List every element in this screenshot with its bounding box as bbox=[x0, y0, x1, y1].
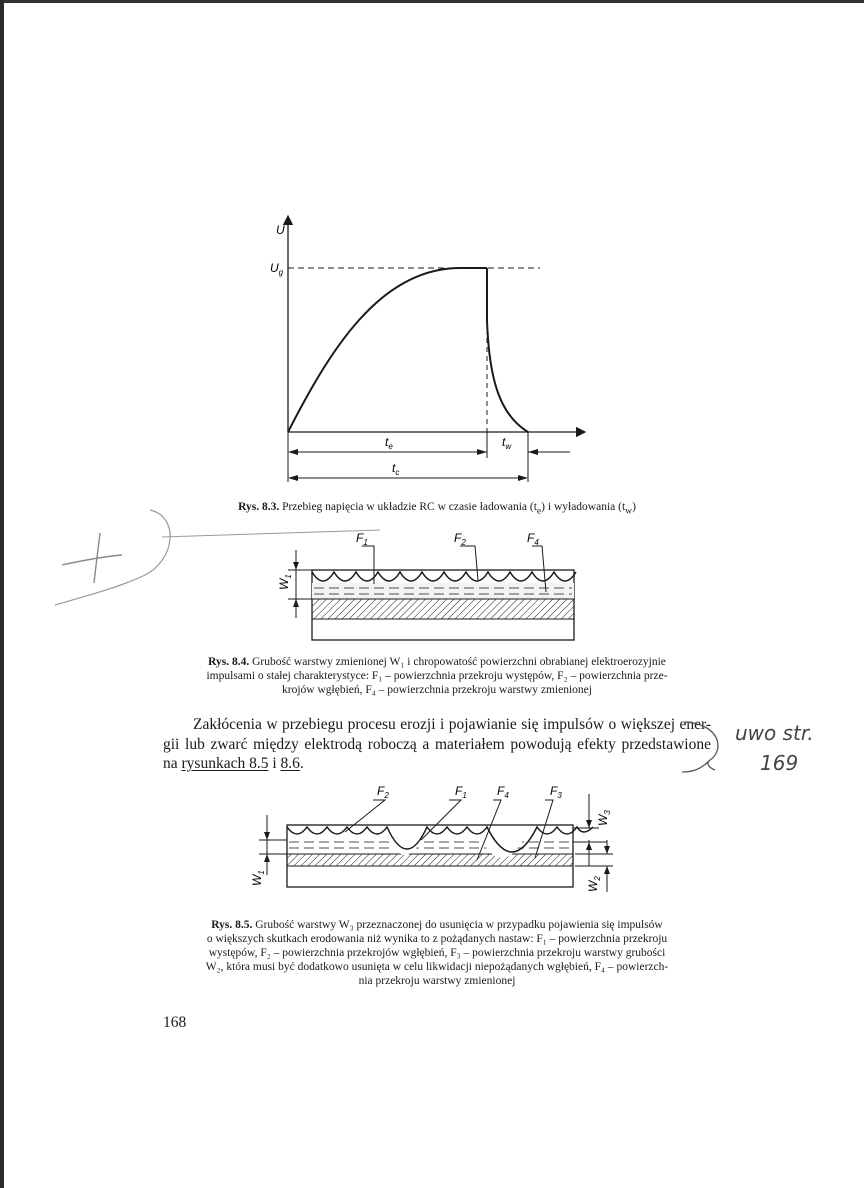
label-f2: F bbox=[454, 531, 462, 545]
handwritten-bracket bbox=[680, 720, 740, 780]
figure-caption-8-4: Rys. 8.4. Grubość warstwy zmienionej W₁ i chropowatość powierzchni obrabianej elektroerozyjnie impulsami o stałej charakterystyce: F₁ – powierzchnia przekroju występów, F₂ – powierzchnia prze- krojów wgłębień, F₄ – powierzchnia przekroju warstwy zmienionej bbox=[206, 656, 668, 696]
scan-edge bbox=[0, 0, 4, 1188]
svg-text:tc: $t_c$ bbox=[392, 461, 400, 477]
label-w3: W bbox=[596, 814, 610, 826]
svg-text:F3: $F_3$ bbox=[550, 784, 562, 800]
svg-text:F4: $F_4$ bbox=[497, 784, 509, 800]
label-f4: F bbox=[527, 531, 535, 545]
label-tc: t bbox=[392, 461, 396, 475]
svg-text:Ug: $U_g$ bbox=[270, 261, 284, 277]
svg-text:W2: $W_2$ bbox=[586, 876, 602, 892]
figure-caption-8-5: Rys. 8.5. Grubość warstwy W₃ przeznaczonej do usunięcia w przypadku pojawienia się impulsów o większych skutkach erodowania niż wynika to z pożądanych nastaw: F₁ – powierzchnia przekroju występów, F₂ – powierzchnia przekrojów wgłębień, F₃ – powierzchnia przekroju warstwy grubości W₂, która musi być dodatkowo usunięta w celu likwidacji niepożądanych wgłębień, F₄ – powierzch- nia przekroju warstwy zmienionej bbox=[205, 919, 669, 987]
svg-text:F1: $F_1$ bbox=[356, 531, 368, 547]
svg-text:F2: $F_2$ bbox=[377, 784, 389, 800]
scan-edge bbox=[0, 0, 864, 3]
label-f3: F bbox=[550, 784, 558, 798]
svg-text:F1: $F_1$ bbox=[455, 784, 467, 800]
svg-text:W1: $W_1$ bbox=[250, 870, 266, 886]
figure-caption-8-3: Rys. 8.3. Przebieg napięcia w układzie RC w czasie ładowania $(t_e)$ i wyładowania $(t_w)$ bbox=[238, 501, 636, 517]
charging-curve bbox=[288, 268, 487, 432]
figure-reference-link[interactable]: 8.6 bbox=[280, 755, 300, 772]
page-number: 168 bbox=[163, 1014, 187, 1031]
label-u: U bbox=[276, 223, 285, 237]
label-te: t bbox=[385, 435, 389, 449]
label-w1: W bbox=[277, 578, 291, 590]
svg-text:W3: $W_3$ bbox=[596, 810, 612, 826]
label-f4: F bbox=[497, 784, 505, 798]
scallop-surface bbox=[312, 572, 576, 581]
svg-text:W1: $W_1$ bbox=[277, 574, 293, 590]
svg-text:F4: $F_4$ bbox=[527, 531, 539, 547]
svg-text:U bbox=[276, 223, 285, 237]
label-ug: U bbox=[270, 261, 279, 275]
label-w2: W bbox=[586, 880, 600, 892]
label-f1: F bbox=[455, 784, 463, 798]
body-paragraph: Zakłócenia w przebiegu procesu erozji i pojawianie się impulsów o większej ener-gii lub zwarć między elektrodą roboczą a materiałem powodują efekty przedstawione na rysunkach 8.5 i 8.6. bbox=[163, 716, 711, 772]
svg-text:F2: $F_2$ bbox=[454, 531, 466, 547]
label-f1: F bbox=[356, 531, 364, 545]
figure-rc-voltage bbox=[270, 210, 600, 495]
figure-surface-layer bbox=[270, 528, 590, 648]
label-tw: t bbox=[502, 435, 506, 449]
label-f2: F bbox=[377, 784, 385, 798]
svg-text:tw: $t_w$ bbox=[502, 435, 512, 451]
figure-reference-link[interactable]: rysunkach 8.5 bbox=[181, 755, 269, 772]
svg-text:te: $t_e$ bbox=[385, 435, 393, 451]
discharge-curve bbox=[487, 268, 528, 432]
figure-layer-defect bbox=[245, 780, 625, 895]
label-w1: W bbox=[250, 874, 264, 886]
handwritten-note: uwo str. 169 bbox=[735, 721, 814, 775]
hatched-band bbox=[312, 599, 574, 619]
hatched-band bbox=[287, 854, 573, 866]
